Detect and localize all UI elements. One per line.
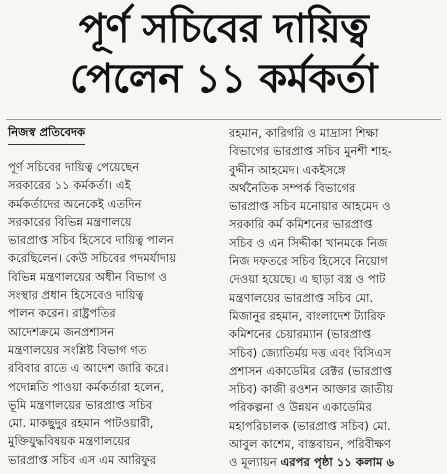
- text-line: মন্ত্রণালয়ের সংশ্লিষ্ট বিভাগ গত: [8, 342, 147, 357]
- text-line: মিজানুর রহমান, বাংলাদেশ ট্যারিফ: [229, 308, 386, 323]
- continued-on-page: এরপর পৃষ্ঠা ১১ কলাম ৬: [280, 455, 394, 470]
- text-line: রবিবার রাতে এ আদেশ জারি করে।: [8, 361, 169, 376]
- text-line: ভারপ্রাপ্ত সচিব হিসেবে দায়িত্ব পালন: [8, 233, 174, 248]
- text-line: আবুল কাশেম, বাস্তবায়ন, পরিবীক্ষণ: [229, 437, 391, 452]
- text-line: সংস্থার প্রধান হিসেবেও দায়িত্ব: [8, 288, 144, 303]
- text-line: প্রশাসন একাডেমির রেক্টর (ভারপ্রাপ্ত: [229, 363, 393, 378]
- text-line: সরকারের ১১ কর্মকর্তা। এই: [8, 178, 131, 193]
- headline-line-2: পেলেন ১১ কর্মকর্তা: [69, 56, 378, 102]
- article-column-left: [8, 158, 220, 469]
- text-line: ভূমি মন্ত্রণালয়ের ভারপ্রাপ্ত সচিব: [8, 397, 153, 412]
- text-line: কর্মকর্তাদের অনেকেই এতদিন: [8, 196, 142, 211]
- text-fragment: ও মূল্যায়ন: [229, 455, 281, 470]
- text-line: বুদ্দীন আহমেদ। একইসঙ্গে: [229, 162, 346, 177]
- text-line: করেছিলেন। কেউ সচিবের পদমর্যাদায়: [8, 251, 177, 266]
- text-line: সরকারি কর্ম কমিশনের ভারপ্রাপ্ত: [229, 217, 373, 232]
- text-line: সচিব ও এন সিদ্দীকা খানমকে নিজ: [229, 235, 388, 250]
- article-column-right: [229, 124, 441, 472]
- text-line: মহাপরিচালক (ভারপ্রাপ্ত সচিব) মো.: [229, 418, 391, 433]
- headline: [0, 4, 447, 104]
- text-line: রহমান, কারিগরি ও মাদ্রাসা শিক্ষা: [229, 126, 379, 140]
- text-line: সচিব) কাজী রওশন আক্তার জাতীয়: [229, 382, 393, 397]
- text-line: কমিশনের চেয়ারম্যান (ভারপ্রাপ্ত: [229, 327, 372, 342]
- text-line: আদেশক্রমে জনপ্রশাসন: [8, 324, 115, 339]
- text-line: ভারপ্রাপ্ত সচিব এস এম আরিফুর: [8, 452, 157, 467]
- text-line: অর্থনৈতিক সম্পর্ক বিভাগের: [229, 180, 356, 195]
- text-line: পরিকল্পনা ও উন্নয়ন একাডেমির: [229, 400, 372, 415]
- last-text-line: [229, 453, 441, 471]
- text-line: বিভিন্ন মন্ত্রণালয়ের অধীন বিভাগ ও: [8, 269, 168, 284]
- text-line: সরকারের বিভিন্ন মন্ত্রণালয়ে: [8, 214, 132, 229]
- text-line: নিজ দফতরে সচিব হিসেবে নিয়োগ: [229, 254, 388, 269]
- text-line: পূর্ণ সচিবের দায়িত্ব পেয়েছেন: [8, 160, 140, 174]
- byline: নিজস্ব প্রতিবেদক: [8, 124, 85, 145]
- text-line: মুক্তিযুদ্ধবিষয়ক মন্ত্রণালয়ের: [8, 434, 131, 449]
- text-line: মো. মাকছুদুর রহমান পাটওয়ারী,: [8, 416, 154, 431]
- text-line: দেওয়া হয়েছে। এ ছাড়া বস্ত্র ও পাট: [229, 272, 386, 287]
- text-line: মন্ত্রণালয়ের ভারপ্রাপ্ত সচিব মো.: [229, 290, 374, 305]
- text-line: বিভাগের ভারপ্রাপ্ত সচিব মুনশী শাহ-: [229, 144, 392, 159]
- headline-line-1: পূর্ণ সচিবের দায়িত্ব: [78, 6, 369, 52]
- headline-divider: [6, 119, 441, 120]
- text-line: পদোন্নতি পাওয়া কর্মকর্তারা হলেন,: [8, 379, 165, 394]
- text-line: পালন করেন। রাষ্ট্রপতির: [8, 306, 116, 321]
- text-line: সচিব) জ্যোতির্ময় দত্ত এবং বিসিএস: [229, 345, 391, 360]
- text-line: ভারপ্রাপ্ত সচিব মনোয়ার আহমেদ ও: [229, 199, 391, 214]
